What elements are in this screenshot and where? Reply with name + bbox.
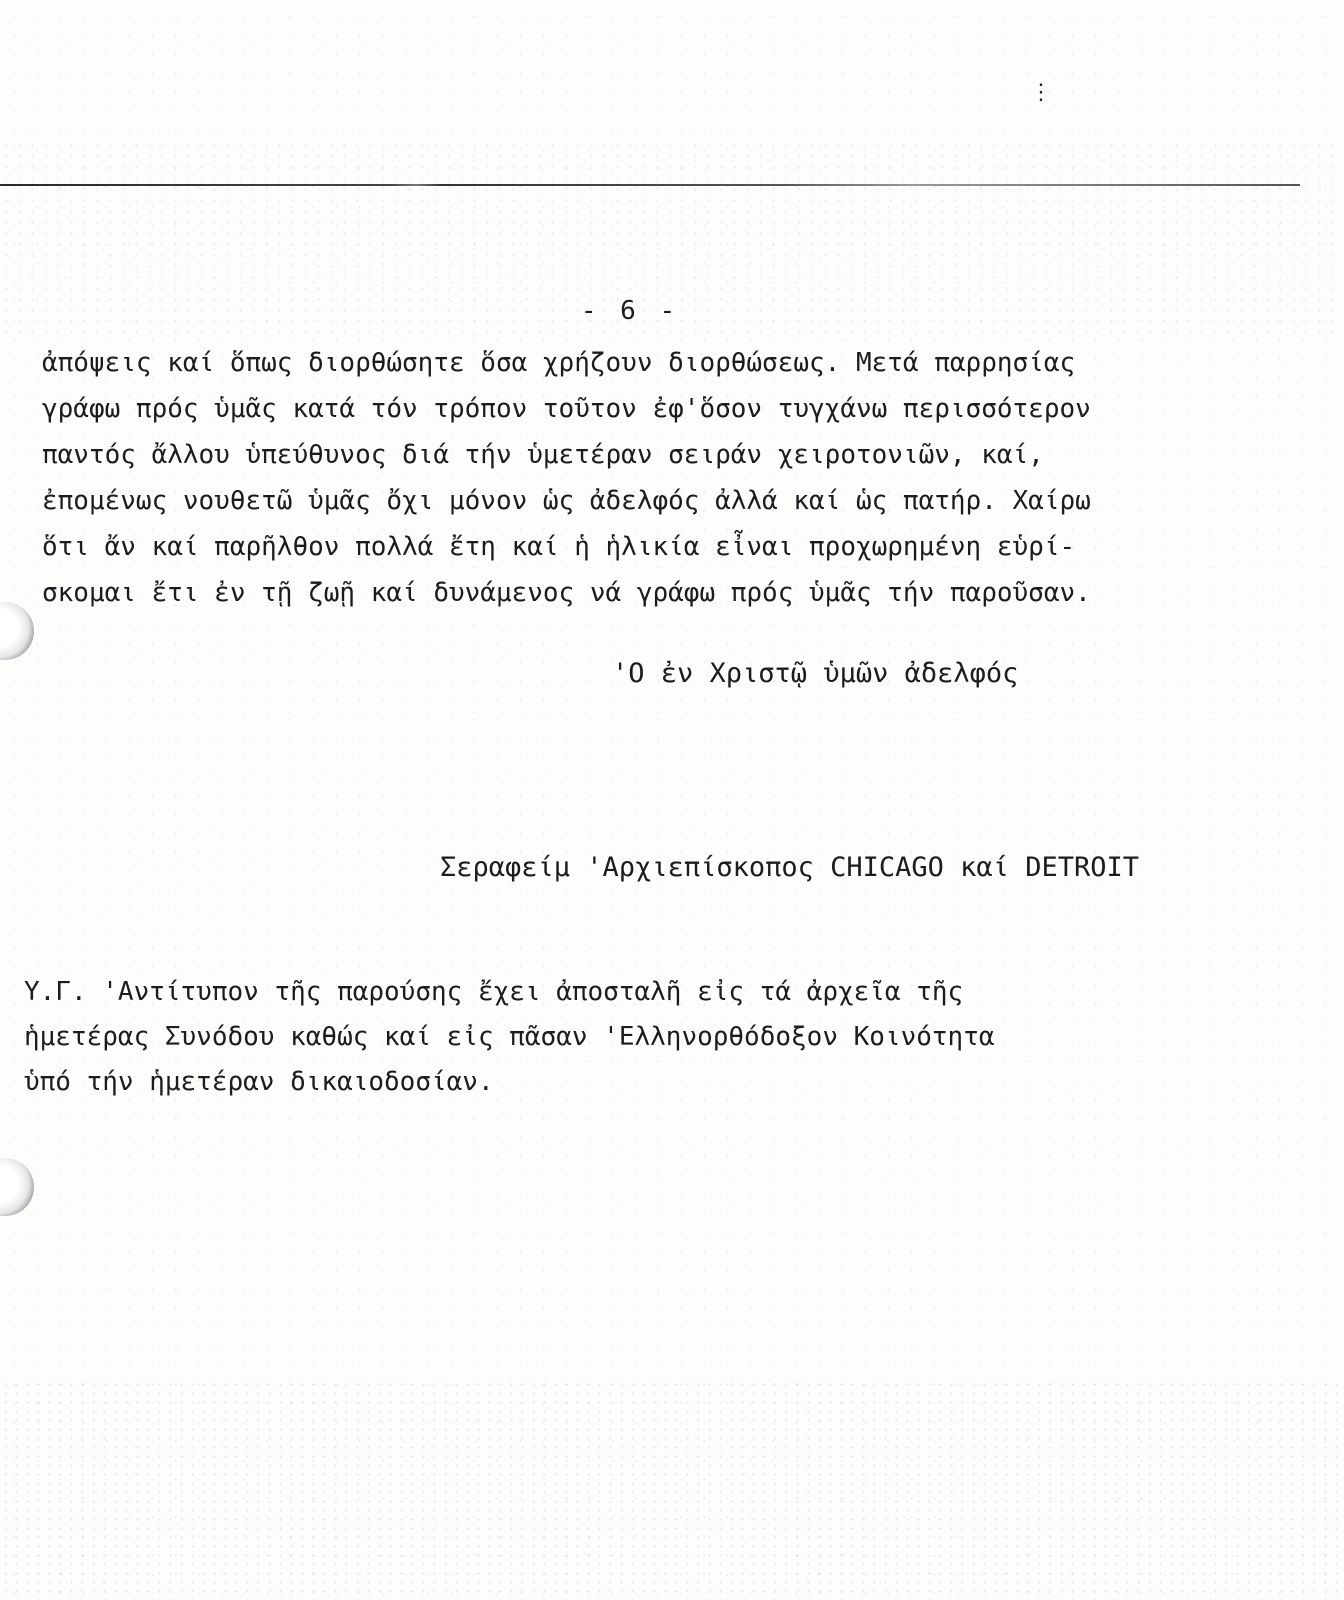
binder-hole <box>0 602 34 660</box>
body-line: παντός ἄλλου ὑπεύθυνος διά τήν ὑμετέραν σειράν χειροτονιῶν, καί, <box>42 440 1044 470</box>
postscript-line: ὑπό τήν ἡμετέραν δικαιοδοσίαν. <box>24 1067 494 1097</box>
body-line: ὅτι ἄν καί παρῆλθον πολλά ἔτη καί ἡ ἡλικία εἶναι προχωρημένη εὑρί- <box>42 532 1076 562</box>
closing-salutation: 'Ο ἐν Χριστῷ ὑμῶν ἀδελφός <box>612 658 1019 689</box>
body-line: γράφω πρός ὑμᾶς κατά τόν τρόπον τοῦτον ἐφ'ὅσον τυγχάνω περισσότερον <box>42 394 1091 424</box>
body-line: ἐπομένως νουθετῶ ὑμᾶς ὄχι μόνον ὡς ἀδελφός ἀλλά καί ὡς πατήρ. Χαίρω <box>42 486 1091 516</box>
letter-body-paragraph <box>42 340 1312 616</box>
corner-mark: ⋮ <box>1030 80 1052 105</box>
postscript-line: ἡμετέρας Συνόδου καθώς καί εἰς πᾶσαν 'Ελληνορθόδοξον Κοινότητα <box>24 1022 995 1052</box>
binder-hole <box>0 1158 34 1216</box>
body-line: σκομαι ἔτι ἐν τῇ ζωῇ καί δυνάμενος νά γράφω πρός ὑμᾶς τήν παροῦσαν. <box>42 578 1091 608</box>
postscript-line: Υ.Γ. 'Αντίτυπον τῆς παρούσης ἔχει ἀποσταλῆ εἰς τά ἀρχεῖα τῆς <box>24 977 964 1007</box>
top-divider-line <box>0 184 1300 186</box>
photocopy-noise-bottom <box>0 1380 1344 1600</box>
signature-line: Σεραφείμ 'Αρχιεπίσκοπος CHICAGO καί DETROIT <box>440 852 1139 883</box>
page-number: - 6 - <box>580 296 680 326</box>
postscript <box>24 970 1284 1105</box>
body-line: ἀπόψεις καί ὅπως διορθώσητε ὅσα χρήζουν διορθώσεως. Μετά παρρησίας <box>42 348 1076 378</box>
